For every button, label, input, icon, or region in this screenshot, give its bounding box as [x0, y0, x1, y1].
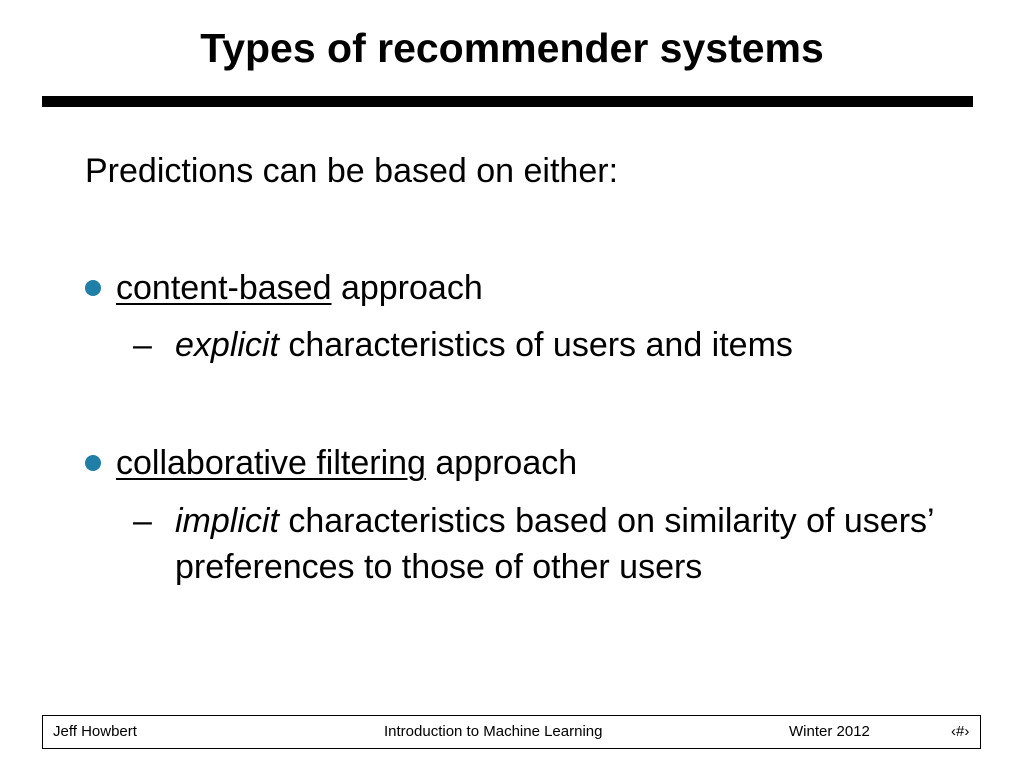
bullet-term: content-based — [116, 269, 332, 307]
dash-icon: – — [133, 326, 152, 364]
dash-icon: – — [133, 502, 152, 540]
sub-bullet-body: characteristics based on similarity of users’ preferences to those of other users — [175, 502, 934, 586]
intro-text: Predictions can be based on either: — [85, 152, 619, 190]
sub-bullet-explicit — [133, 322, 965, 368]
footer-term: Winter 2012 — [789, 723, 870, 740]
sub-bullet-implicit — [133, 498, 965, 590]
sub-bullet-body: characteristics of users and items — [278, 326, 793, 364]
bullet-dot-icon — [85, 455, 101, 471]
bullet-suffix: approach — [331, 269, 483, 307]
slide-title: Types of recommender systems — [200, 25, 824, 71]
footer-page-number: ‹#› — [951, 723, 970, 740]
bullet-dot-icon — [85, 280, 101, 296]
bullet-content-based — [85, 267, 483, 309]
sub-bullet-emphasis: explicit — [175, 326, 279, 364]
footer-author: Jeff Howbert — [53, 723, 137, 740]
slide-footer — [42, 715, 981, 749]
sub-bullet-text — [175, 498, 965, 590]
title-underline-rule — [42, 96, 973, 107]
sub-bullet-emphasis: implicit — [175, 502, 279, 540]
sub-bullet-text — [175, 322, 965, 368]
bullet-collaborative-filtering — [85, 442, 577, 484]
bullet-term: collaborative filtering — [116, 444, 426, 482]
footer-course: Introduction to Machine Learning — [384, 723, 603, 740]
bullet-suffix: approach — [425, 444, 578, 482]
